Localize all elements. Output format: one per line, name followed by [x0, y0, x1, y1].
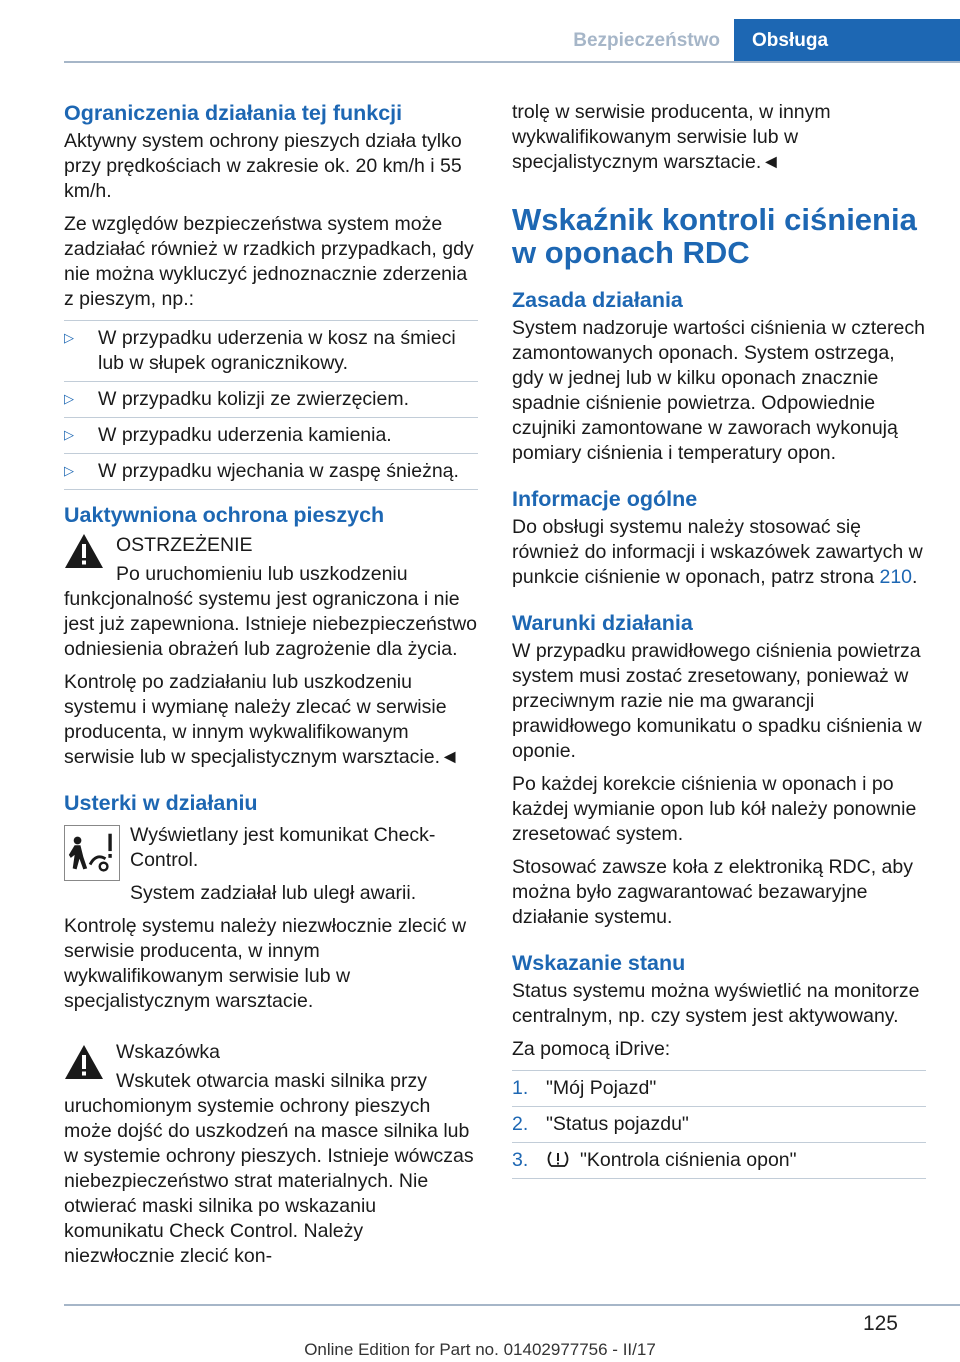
- paragraph-control: Kontrolę po zadziałaniu lub uszkodzeniu systemu i wymianę należy zlecać w serwisie producenta, w innym wykwalifikowanym serwisie lub w specjalistycznym warsztacie.◄: [64, 671, 460, 768]
- list-item-text: W przypadku wjechania w zaspę śnieżną.: [98, 460, 459, 482]
- paragraph-conditions-2: Po każdej korekcie ciśnienia w oponach i po każdej wymianie opon lub kół należy ponownie zresetować system.: [512, 773, 917, 845]
- step-number: 1.: [512, 1077, 529, 1099]
- list-item-text: W przypadku kolizji ze zwierzęciem.: [98, 388, 410, 410]
- heading-rdc: Wskaźnik kontroli ciśnienia w oponach RDC: [512, 202, 917, 270]
- heading-faults: Usterki w działaniu: [64, 791, 258, 815]
- edition-footer: Online Edition for Part no. 01402977756 - II/17: [304, 1340, 656, 1359]
- footer-divider: [64, 1304, 960, 1306]
- step-text: "Status pojazdu": [546, 1113, 689, 1135]
- paragraph-limits-1: Aktywny system ochrony pieszych działa tylko przy prędkościach w zakresie ok. 20 km/h i 55 km/h.: [64, 130, 462, 202]
- heading-principle: Zasada działania: [512, 288, 683, 312]
- step-text: "Mój Pojazd": [546, 1077, 657, 1099]
- bullet-list: [64, 320, 478, 490]
- list-item: [64, 381, 478, 417]
- page-link[interactable]: 210: [879, 566, 913, 588]
- heading-general: Informacje ogólne: [512, 487, 698, 511]
- warning-notice: [64, 533, 478, 558]
- bullet-marker-icon: ▷: [64, 427, 74, 442]
- list-item: [512, 1142, 926, 1179]
- check-control-notice: [64, 823, 478, 906]
- cc-text-1: Wyświetlany jest komunikat Check-Control.: [130, 824, 436, 871]
- bullet-marker-icon: ▷: [64, 463, 74, 478]
- left-column: [64, 100, 478, 1277]
- note-text: Wskutek otwarcia maski silnika przy uruchomionym systemie ochrony pieszych może dojść do uszkodzeń na masce silnika lub w systemie ochrony pieszych. Istnieje wówczas niebezpieczeństwo strat materialnych. Nie otwierać maski silnika po wskazaniu komunikatu Check Control. Należy niezwłocznie zlecić kon-: [64, 1070, 474, 1267]
- warning-triangle-icon: [64, 533, 104, 569]
- paragraph-conditions-1: W przypadku prawidłowego ciśnienia powietrza system musi zostać zresetowany, ponieważ w przeciwnym razie nie ma gwarancji prawidłowego komunikatu o spadku ciśnienia w oponie.: [512, 640, 922, 762]
- heading-conditions: Warunki działania: [512, 611, 693, 635]
- right-column: [512, 100, 926, 1179]
- paragraph-continue: trolę w serwisie producenta, w innym wykwalifikowanym serwisie lub w specjalistycznym warsztacie.◄: [512, 101, 831, 173]
- header-tabs: [547, 19, 960, 61]
- list-item: [512, 1106, 926, 1142]
- warning-text: Po uruchomieniu lub uszkodzeniu funkcjonalność systemu jest ograniczona i nie jest już zapewniona. Istnieje niebezpieczeństwo odniesienia obrażeń lub zagrożenie dla życia.: [64, 563, 477, 660]
- list-item-text: W przypadku uderzenia kamienia.: [98, 424, 392, 446]
- paragraph-general: [512, 515, 926, 590]
- paragraph-limits-2: Ze względów bezpieczeństwa system może zadziałać również w rzadkich przypadkach, gdy nie można wykluczyć jednoznacznie zderzenia z pieszym, np.:: [64, 213, 474, 310]
- bullet-marker-icon: ▷: [64, 330, 74, 345]
- bullet-marker-icon: ▷: [64, 391, 74, 406]
- heading-limits: Ograniczenia działania tej funkcji: [64, 101, 403, 125]
- paragraph-principle: System nadzoruje wartości ciśnienia w czterech zamontowanych oponach. System ostrzega, gdy w jednej lub w kilku oponach znacznie spadnie ciśnienie powietrza. Odpowiednie czujniki zamontowane w zaworach wykonują pomiary ciśnienia i temperatury opon.: [512, 317, 925, 464]
- list-item-text: W przypadku uderzenia w kosz na śmieci lub w słupek ogranicznikowy.: [98, 327, 456, 374]
- step-number: 3.: [512, 1149, 529, 1171]
- list-item: [512, 1070, 926, 1106]
- header-divider: [64, 61, 960, 63]
- tyre-pressure-icon: [546, 1150, 570, 1168]
- tab-obsluga[interactable]: Obsługa: [734, 19, 960, 61]
- list-item: [64, 417, 478, 453]
- general-text: Do obsługi systemu należy stosować się również do informacji i wskazówek zawartych w punkcie ciśnienie w oponach, patrz strona: [512, 516, 923, 588]
- steps-list: [512, 1070, 926, 1179]
- note-notice: [64, 1040, 478, 1065]
- step-text: "Kontrola ciśnienia opon": [580, 1149, 797, 1171]
- heading-status: Wskazanie stanu: [512, 951, 686, 975]
- paragraph-conditions-3: Stosować zawsze koła z elektroniką RDC, aby można było zagwarantować bezawaryjne działanie systemu.: [512, 856, 913, 928]
- warning-triangle-icon: [64, 1044, 104, 1080]
- paragraph-faults: Kontrolę systemu należy niezwłocznie zlecić w serwisie producenta, w innym wykwalifikowanym serwisie lub w specjalistycznym warsztacie.: [64, 915, 467, 1012]
- cc-text-2: System zadziałał lub uległ awarii.: [130, 882, 417, 904]
- list-item: [64, 320, 478, 381]
- page-number: 125: [862, 1312, 898, 1335]
- pedestrian-protection-icon: [64, 825, 120, 881]
- warning-title: OSTRZEŻENIE: [116, 534, 253, 556]
- note-title: Wskazówka: [116, 1041, 221, 1063]
- tab-bezpieczenstwo[interactable]: Bezpieczeństwo: [573, 30, 720, 51]
- step-number: 2.: [512, 1113, 529, 1135]
- paragraph-status: Status systemu można wyświetlić na monitorze centralnym, np. czy system jest aktywowany.: [512, 980, 920, 1027]
- heading-activated: Uaktywniona ochrona pieszych: [64, 503, 385, 527]
- list-item: [64, 453, 478, 490]
- paragraph-idrive: Za pomocą iDrive:: [512, 1038, 671, 1060]
- general-text-end: .: [912, 566, 918, 588]
